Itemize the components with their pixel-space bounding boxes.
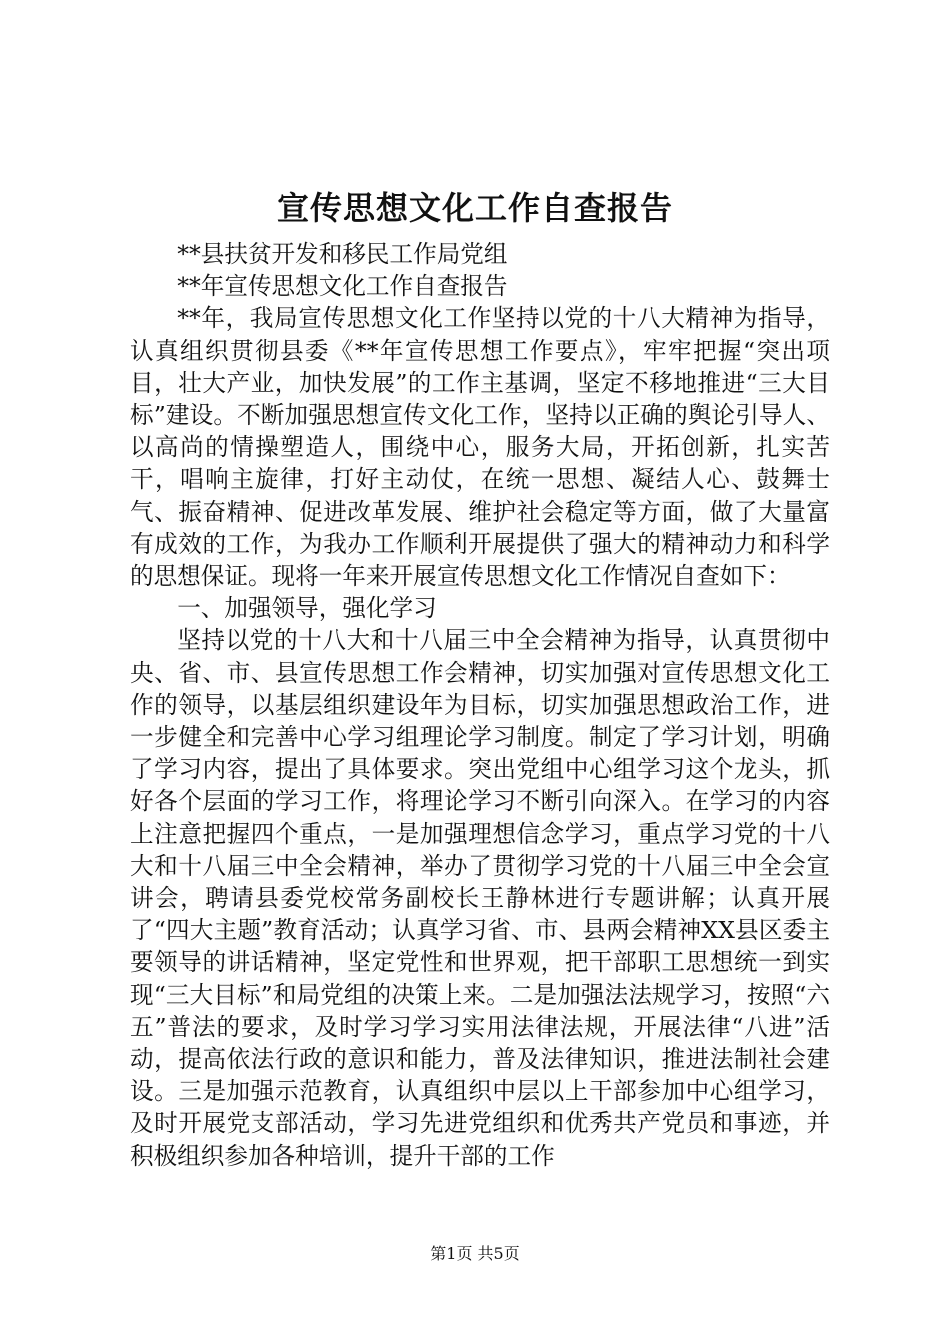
page-number-footer: 第1页 共5页 (430, 1244, 520, 1263)
paragraph-org-name: **县扶贫开发和移民工作局党组 (177, 240, 508, 268)
paragraph-report-title: **年宣传思想文化工作自查报告 (177, 272, 508, 301)
paragraph-section-1: 坚持以党的十八大和十八届三中全会精神为指导，认真贯彻中央、省、市、县宣传思想工作会精神，切实加强对宣传思想文化工作的领导，以基层组织建设年为目标，切实加强思想政治工作，进一步健全和完善中心学习组理论学习制度。制定了学习计划，明确了学习内容，提出了具体要求。突出党组中心组学习这个龙头，抓好各个层面的学习工作，将理论学习不断引向深入。在学习的内容上注意把握四个重点，一是加强理想信念学习，重点学习党的十八大和十八届三中全会精神，举办了贯彻学习党的十八届三中全会宣讲会，聘请县委党校常务副校长王静林进行专题讲解；认真开展了“四大主题”教育活动；认真学习省、市、县两会精神XX县区委主要领导的讲话精神，坚定党性和世界观，把干部职工思想统一到实现“三大目标”和局党组的决策上来。二是加强法法规学习，按照“六五”普法的要求，及时学习学习实用法律法规，开展法律“八进”活动，提高依法行政的意识和能力，普及法律知识，推进法制社会建设。三是加强示范教育，认真组织中层以上干部参加中心组学习，及时开展党支部活动，学习先进党组织和优秀共产党员和事迹，并积极组织参加各种培训，提升干部的工作 (130, 626, 830, 1170)
paragraph-intro: **年，我局宣传思想文化工作坚持以党的十八大精神为指导，认真组织贯彻县委《**年宣传思想工作要点》，牢牢把握“突出项目，壮大产业，加快发展”的工作主基调，坚定不移地推进“三大目标”建设。不断加强思想宣传文化工作，坚持以正确的舆论引导人、以高尚的情操塑造人，围绕中心，服务大局，开拓创新，扎实苦干，唱响主旋律，打好主动仗，在统一思想、凝结人心、鼓舞士气、振奋精神、促进改革发展、维护社会稳定等方面，做了大量富有成效的工作，为我办工作顺利开展提供了强大的精神动力和科学的思想保证。现将一年来开展宣传思想文化工作情况自查如下： (130, 304, 830, 591)
document-title: 宣传思想文化工作自查报告 (276, 189, 673, 227)
document-body (130, 238, 830, 1172)
section-heading-1: 一、加强领导，强化学习 (177, 594, 437, 623)
